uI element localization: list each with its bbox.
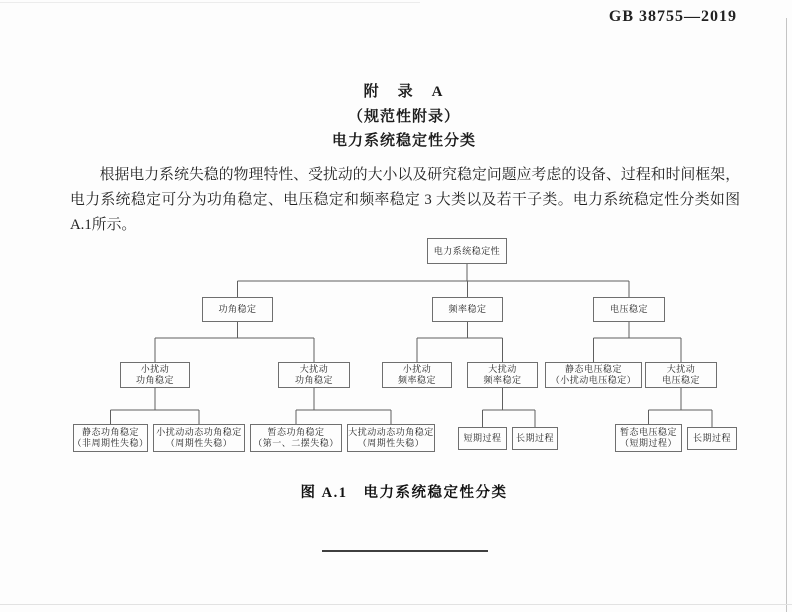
tree-node-angle-large-dyn xyxy=(347,424,435,452)
tree-node-freq-small xyxy=(382,362,452,388)
tree-node-label: 小扰动 xyxy=(140,364,170,374)
tree-node-label: 大扰动 xyxy=(666,364,696,374)
tree-node-label: （周期性失稳） xyxy=(357,438,425,448)
tree-node-volt-large xyxy=(645,362,717,388)
tree-node-label: 功角稳定 xyxy=(294,375,333,385)
tree-node-volt xyxy=(593,297,665,322)
tree-node-label: （小扰动电压稳定） xyxy=(550,375,637,385)
tree-node-angle-large xyxy=(278,362,350,388)
tree-node-label: （短期过程） xyxy=(619,438,677,448)
end-of-document-rule xyxy=(322,550,488,552)
tree-node-label: 功角稳定 xyxy=(135,375,174,385)
tree-node-label: （周期性失稳） xyxy=(165,438,233,448)
tree-node-label: 频率稳定 xyxy=(448,304,487,314)
tree-node-volt-transient xyxy=(615,424,682,452)
tree-node-label: 静态功角稳定 xyxy=(81,427,139,437)
tree-node-label: 功角稳定 xyxy=(218,304,257,314)
tree-node-label: 暂态电压稳定 xyxy=(619,427,677,437)
tree-node-label: （第一、二摆失稳） xyxy=(253,438,339,448)
tree-node-angle-static xyxy=(73,424,148,452)
tree-node-label: 大扰动动态功角稳定 xyxy=(348,427,434,437)
tree-node-volt-long xyxy=(687,427,737,450)
tree-node-label: （非周期性失稳） xyxy=(72,438,149,448)
tree-node-label: 短期过程 xyxy=(463,433,502,443)
tree-node-label: 电压稳定 xyxy=(661,375,700,385)
tree-node-label: 频率稳定 xyxy=(483,375,522,385)
appendix-title: 电力系统稳定性分类 xyxy=(331,133,476,149)
tree-node-root xyxy=(427,238,507,264)
tree-node-angle xyxy=(202,297,273,322)
tree-node-volt-static xyxy=(545,362,642,388)
tree-node-label: 小扰动 xyxy=(402,364,432,374)
tree-node-label: 大扰动 xyxy=(488,364,517,374)
tree-node-angle-small-dyn xyxy=(153,424,245,452)
appendix-type: （规范性附录） xyxy=(347,109,460,125)
tree-node-label: 电压稳定 xyxy=(609,304,648,314)
tree-node-label: 静态电压稳定 xyxy=(564,364,622,374)
tree-node-label: 电力系统稳定性 xyxy=(433,245,501,256)
tree-node-label: 大扰动 xyxy=(299,364,329,374)
tree-node-label: 频率稳定 xyxy=(397,375,436,385)
tree-node-freq-long xyxy=(512,427,558,450)
tree-node-label: 长期过程 xyxy=(515,433,554,443)
appendix-label: 附 录 A xyxy=(363,84,445,100)
tree-node-angle-small xyxy=(120,362,190,388)
body-paragraph: 根据电力系统失稳的物理特性、受扰动的大小以及研究稳定问题应考虑的设备、过程和时间框架，电力系统稳定可分为功角稳定、电压稳定和频率稳定 3 大类以及若干子类。电力系统稳定性分类如图 A.1所示。 xyxy=(70,167,740,233)
tree-node-freq-large xyxy=(467,362,538,388)
standard-number: GB 38755—2019 xyxy=(608,8,737,25)
tree-node-freq xyxy=(432,297,503,322)
tree-node-label: 暂态功角稳定 xyxy=(267,427,325,437)
tree-node-freq-short xyxy=(458,427,507,450)
tree-node-label: 小扰动动态功角稳定 xyxy=(156,427,242,437)
figure-caption: 图 A.1 电力系统稳定性分类 xyxy=(300,485,508,501)
tree-node-label: 长期过程 xyxy=(692,433,731,443)
tree-node-angle-transient xyxy=(250,424,342,452)
